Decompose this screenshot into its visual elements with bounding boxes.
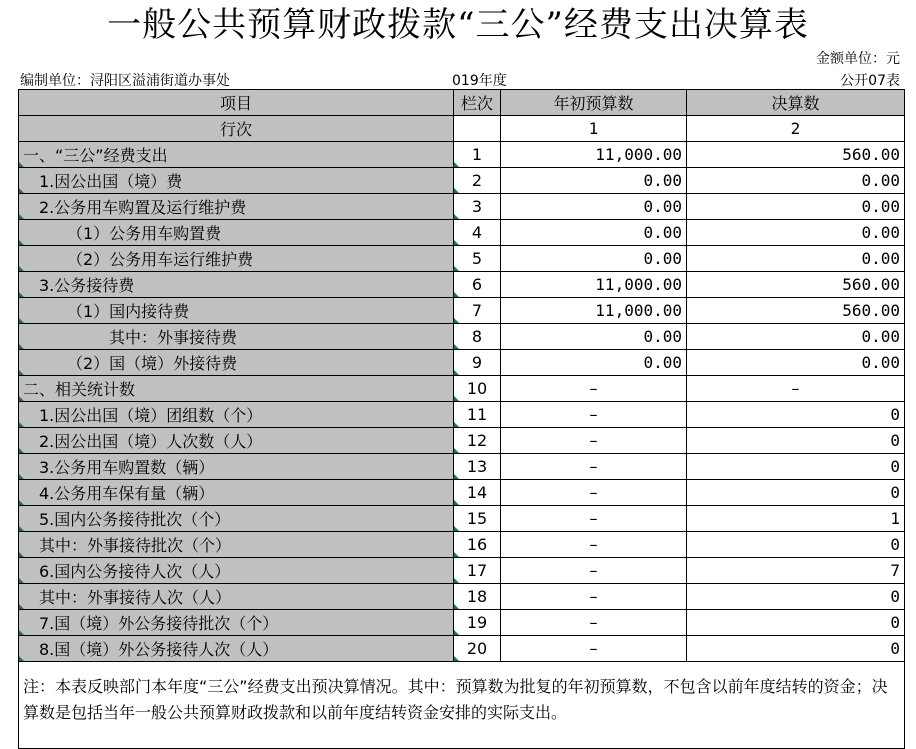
row-budget-value: 0.00 <box>501 350 687 376</box>
amount-unit: 金额单位：元 <box>816 51 900 67</box>
row-budget-value: 0.00 <box>501 324 687 350</box>
row-col-number: 12 <box>454 428 501 454</box>
row-col-number: 5 <box>454 246 501 272</box>
cell-flag-icon <box>454 188 459 193</box>
row-col-number: 3 <box>454 194 501 220</box>
row-final-value: 0.00 <box>687 194 905 220</box>
row-budget-value: 11,000.00 <box>501 298 687 324</box>
row-final-value: – <box>687 376 905 402</box>
row-col-number: 6 <box>454 272 501 298</box>
row-final-value: 560.00 <box>687 298 905 324</box>
row-col-number: 4 <box>454 220 501 246</box>
row-label: 二、相关统计数 <box>19 376 454 402</box>
header-col: 栏次 <box>454 90 501 116</box>
cell-flag-icon <box>19 188 24 193</box>
row-budget-value: 11,000.00 <box>501 142 687 168</box>
cell-flag-icon <box>454 240 459 245</box>
subheader-col <box>454 116 501 142</box>
row-final-value: 0 <box>687 532 905 558</box>
table-row <box>19 402 905 428</box>
cell-flag-icon <box>19 318 24 323</box>
cell-flag-icon <box>454 266 459 271</box>
form-code: 公开07表 <box>840 73 900 89</box>
row-budget-value: – <box>501 636 687 662</box>
row-label: 其中：外事接待批次（个） <box>19 532 454 558</box>
row-final-value: 0.00 <box>687 350 905 376</box>
cell-flag-icon <box>454 344 459 349</box>
row-final-value: 7 <box>687 558 905 584</box>
row-budget-value: – <box>501 506 687 532</box>
cell-flag-icon <box>454 526 459 531</box>
row-budget-value: – <box>501 558 687 584</box>
cell-flag-icon <box>19 552 24 557</box>
table-row <box>19 350 905 376</box>
row-budget-value: – <box>501 376 687 402</box>
row-label: 其中：外事接待费 <box>19 324 454 350</box>
cell-flag-icon <box>454 318 459 323</box>
header-budget: 年初预算数 <box>501 90 687 116</box>
row-col-number: 13 <box>454 454 501 480</box>
row-col-number: 10 <box>454 376 501 402</box>
cell-flag-icon <box>19 474 24 479</box>
cell-flag-icon <box>19 266 24 271</box>
subheader-item: 行次 <box>19 116 454 142</box>
row-label: 2.因公出国（境）人次数（人） <box>19 428 454 454</box>
cell-flag-icon <box>454 604 459 609</box>
row-budget-value: – <box>501 610 687 636</box>
row-final-value: 0 <box>687 584 905 610</box>
row-final-value: 0 <box>687 402 905 428</box>
cell-flag-icon <box>454 162 459 167</box>
cell-flag-icon <box>19 578 24 583</box>
subheader-budget: 1 <box>501 116 687 142</box>
table-row <box>19 246 905 272</box>
cell-flag-icon <box>454 214 459 219</box>
subheader-row <box>19 116 905 142</box>
table-row <box>19 220 905 246</box>
row-budget-value: – <box>501 402 687 428</box>
cell-flag-icon <box>19 240 24 245</box>
table-row <box>19 532 905 558</box>
cell-flag-icon <box>454 448 459 453</box>
row-final-value: 0.00 <box>687 246 905 272</box>
cell-flag-icon <box>19 526 24 531</box>
cell-flag-icon <box>19 448 24 453</box>
row-final-value: 0 <box>687 610 905 636</box>
table-row <box>19 454 905 480</box>
row-budget-value: – <box>501 584 687 610</box>
cell-flag-icon <box>19 604 24 609</box>
row-final-value: 0 <box>687 636 905 662</box>
subheader-final: 2 <box>687 116 905 142</box>
note-row <box>19 662 905 749</box>
row-final-value: 1 <box>687 506 905 532</box>
row-budget-value: 0.00 <box>501 220 687 246</box>
row-label: 7.国（境）外公务接待批次（个） <box>19 610 454 636</box>
cell-flag-icon <box>19 500 24 505</box>
cell-flag-icon <box>454 474 459 479</box>
row-final-value: 0.00 <box>687 220 905 246</box>
row-col-number: 17 <box>454 558 501 584</box>
table-row <box>19 298 905 324</box>
table-row <box>19 584 905 610</box>
cell-flag-icon <box>19 292 24 297</box>
footnote: 注：本表反映部门本年度“三公”经费支出预决算情况。其中：预算数为批复的年初预算数，不包含以前年度结转的资金；决算数是包括当年一般公共预算财政拨款和以前年度结转资金安排的实际支出。 <box>19 662 905 749</box>
row-budget-value: – <box>501 428 687 454</box>
table-row <box>19 558 905 584</box>
row-final-value: 560.00 <box>687 272 905 298</box>
cell-flag-icon <box>19 162 24 167</box>
row-label: 3.公务接待费 <box>19 272 454 298</box>
row-final-value: 0 <box>687 454 905 480</box>
organization: 编制单位：浔阳区溢浦街道办事处 <box>20 73 230 89</box>
row-final-value: 0.00 <box>687 324 905 350</box>
row-col-number: 8 <box>454 324 501 350</box>
cell-flag-icon <box>454 396 459 401</box>
row-label: 4.公务用车保有量（辆） <box>19 480 454 506</box>
cell-flag-icon <box>454 578 459 583</box>
cell-flag-icon <box>19 344 24 349</box>
row-budget-value: – <box>501 454 687 480</box>
row-col-number: 9 <box>454 350 501 376</box>
cell-flag-icon <box>454 370 459 375</box>
table-row <box>19 194 905 220</box>
cell-flag-icon <box>454 500 459 505</box>
row-label: 其中：外事接待人次（人） <box>19 584 454 610</box>
row-col-number: 19 <box>454 610 501 636</box>
table-row <box>19 324 905 350</box>
table-row <box>19 480 905 506</box>
row-label: 5.国内公务接待批次（个） <box>19 506 454 532</box>
row-label: 6.国内公务接待人次（人） <box>19 558 454 584</box>
row-label: 8.国（境）外公务接待人次（人） <box>19 636 454 662</box>
row-label: 一、“三公”经费支出 <box>19 142 454 168</box>
table-row <box>19 272 905 298</box>
cell-flag-icon <box>454 552 459 557</box>
row-label: 1.因公出国（境）团组数（个） <box>19 402 454 428</box>
header-item: 项目 <box>19 90 454 116</box>
cell-flag-icon <box>19 214 24 219</box>
row-budget-value: 0.00 <box>501 246 687 272</box>
row-col-number: 7 <box>454 298 501 324</box>
row-final-value: 0.00 <box>687 168 905 194</box>
table-row <box>19 636 905 662</box>
table-row <box>19 610 905 636</box>
row-budget-value: 0.00 <box>501 168 687 194</box>
row-final-value: 0 <box>687 480 905 506</box>
cell-flag-icon <box>454 630 459 635</box>
row-final-value: 560.00 <box>687 142 905 168</box>
row-budget-value: 11,000.00 <box>501 272 687 298</box>
row-budget-value: – <box>501 480 687 506</box>
row-label: （2）国（境）外接待费 <box>19 350 454 376</box>
table-row <box>19 376 905 402</box>
cell-flag-icon <box>454 422 459 427</box>
cell-flag-icon <box>454 292 459 297</box>
cell-flag-icon <box>19 396 24 401</box>
cell-flag-icon <box>19 422 24 427</box>
row-label: （2）公务用车运行维护费 <box>19 246 454 272</box>
row-label: （1）公务用车购置费 <box>19 220 454 246</box>
row-col-number: 20 <box>454 636 501 662</box>
cell-flag-icon <box>19 630 24 635</box>
row-col-number: 18 <box>454 584 501 610</box>
row-label: （1）国内接待费 <box>19 298 454 324</box>
table-row <box>19 428 905 454</box>
row-col-number: 15 <box>454 506 501 532</box>
cell-flag-icon <box>454 656 459 661</box>
row-label: 1.因公出国（境）费 <box>19 168 454 194</box>
table-row <box>19 142 905 168</box>
row-col-number: 2 <box>454 168 501 194</box>
header-row <box>19 90 905 116</box>
row-col-number: 11 <box>454 402 501 428</box>
cell-flag-icon <box>19 370 24 375</box>
row-budget-value: 0.00 <box>501 194 687 220</box>
row-col-number: 14 <box>454 480 501 506</box>
row-label: 3.公务用车购置数（辆） <box>19 454 454 480</box>
row-final-value: 0 <box>687 428 905 454</box>
row-col-number: 16 <box>454 532 501 558</box>
row-col-number: 1 <box>454 142 501 168</box>
table-row <box>19 506 905 532</box>
expense-table <box>18 89 905 749</box>
cell-flag-icon <box>19 656 24 661</box>
row-budget-value: – <box>501 532 687 558</box>
table-row <box>19 168 905 194</box>
fiscal-year: 019年度 <box>452 73 507 89</box>
page-title: 一般公共预算财政拨款“三公”经费支出决算表 <box>107 5 809 45</box>
header-final: 决算数 <box>687 90 905 116</box>
row-label: 2.公务用车购置及运行维护费 <box>19 194 454 220</box>
